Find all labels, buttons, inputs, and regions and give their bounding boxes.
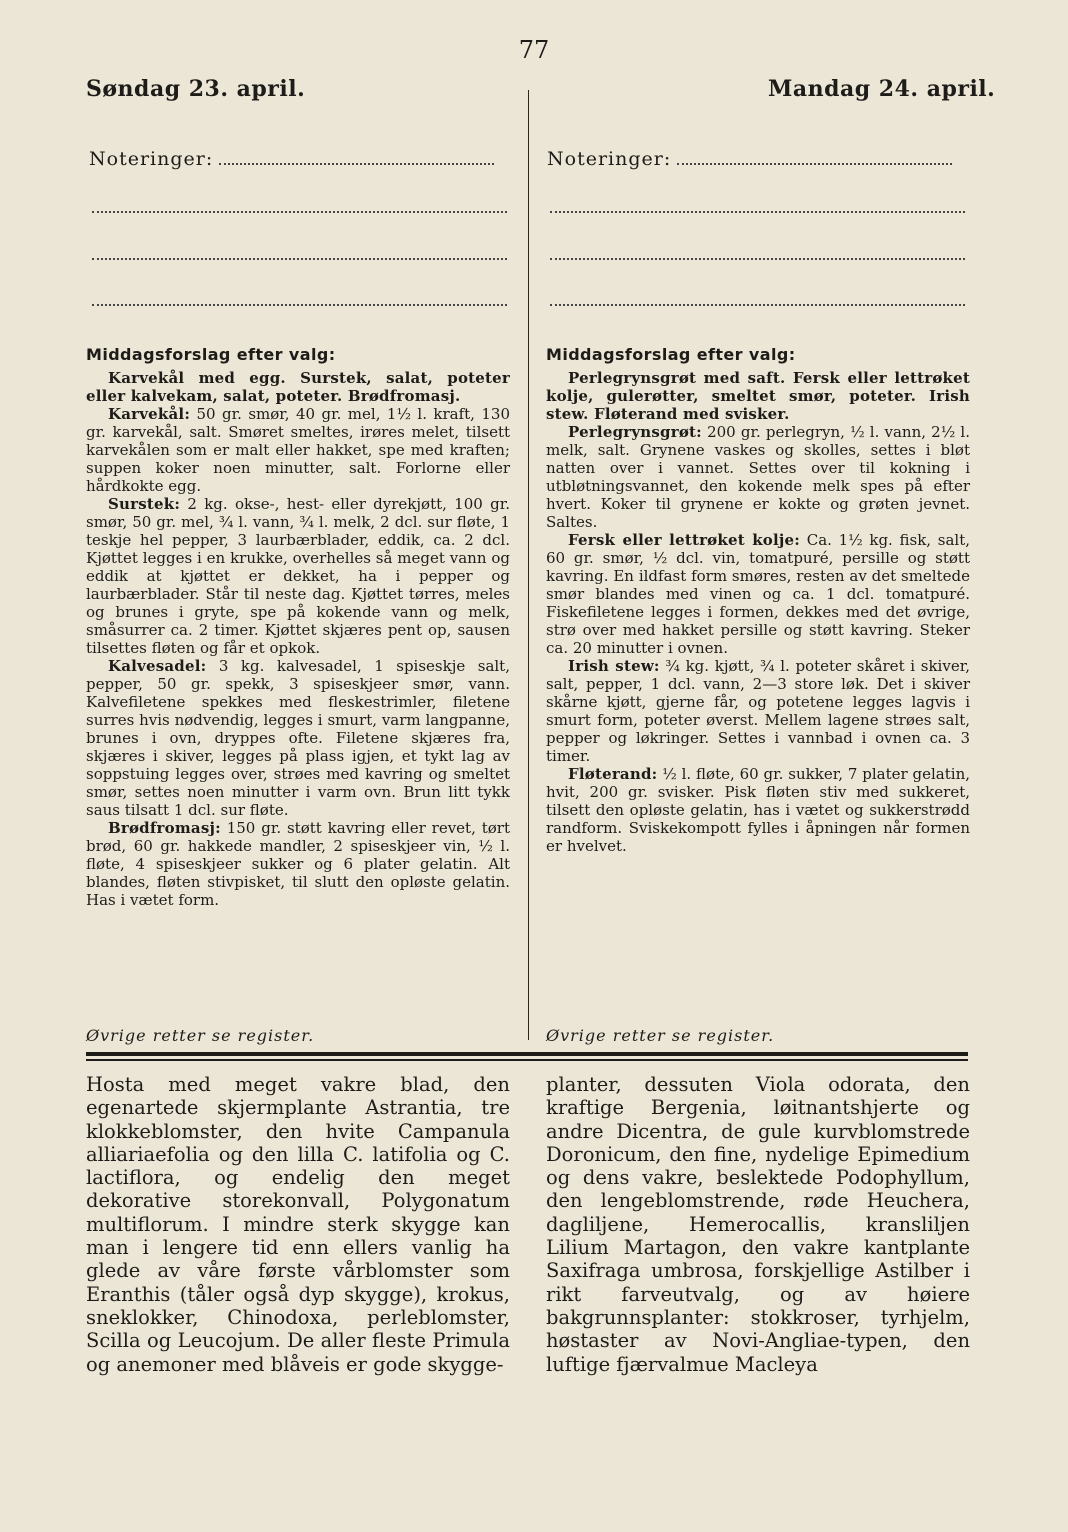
recipe-name: Fløterand: bbox=[568, 765, 658, 783]
recipe-name: Brødfromasj: bbox=[108, 819, 221, 837]
right-day-title: Mandag 24. april. bbox=[768, 76, 996, 102]
right-menu: Perlegrynsgrøt med saft. Fersk eller lettrøket kolje, gulerøtter, smeltet smør, poteter. Irish stew. Fløterand med svisker. bbox=[546, 369, 970, 423]
left-notes-line-3 bbox=[92, 304, 507, 306]
left-recipe-2 bbox=[86, 495, 510, 657]
recipe-text: ½ l. fløte, 60 gr. sukker, 7 plater gelatin, hvit, 200 gr. svisker. Pisk fløten stiv med sukkeret, tilsett den opløste gelatin, has i vætet og sukkerstrødd randform. Sviskekompott fylles i åpningen når formen er hvelvet. bbox=[546, 765, 970, 855]
left-menu: Karvekål med egg. Surstek, salat, poteter eller kalvekam, salat, poteter. Brødfromasj. bbox=[86, 369, 510, 405]
column-divider bbox=[528, 90, 529, 1040]
essay-right-text: planter, dessuten Viola odorata, den kraftige Bergenia, løitnantshjerte og andre Dicentra, de gule kurvblomstrede Doronicum, den fine, nydelige Epimedium og dens vakre, beslektede Podophyllum, den lengeblomstrende, røde Heuchera, dagliljene, Hemerocallis, kransliljen Lilium Martagon, den vakre kantplante Saxifraga umbrosa, forskjellige Astilber i rikt farveutvalg, og av høiere bakgrunnsplanter: stokkroser, tyrhjelm, høstaster av Novi-Angliae-typen, den luftige fjærvalmue Macleya bbox=[546, 1073, 970, 1376]
right-notes-line-1 bbox=[550, 211, 965, 213]
left-notes-line-1 bbox=[92, 211, 507, 213]
recipe-name: Irish stew: bbox=[568, 657, 660, 675]
recipe-text: 200 gr. perlegryn, ½ l. vann, 2½ l. melk, salt. Grynene vaskes og skolles, settes i bløt natten over i vannet. Settes over til kokning i utbløtningsvannet, den kokende melk spes på efter hvert. Koker til grynene er kokte og grøten jevnet. Saltes. bbox=[546, 423, 970, 531]
separator-rule-thick bbox=[86, 1052, 968, 1056]
page-number: 77 bbox=[518, 36, 550, 64]
recipe-name: Fersk eller lettrøket kolje: bbox=[568, 531, 801, 549]
recipe-name: Perlegrynsgrøt: bbox=[568, 423, 702, 441]
left-suggestions-heading: Middagsforslag efter valg: bbox=[86, 345, 336, 364]
right-recipe-4 bbox=[546, 765, 970, 855]
recipe-name: Kalvesadel: bbox=[108, 657, 207, 675]
essay-left-text: Hosta med meget vakre blad, den egenartede skjermplante Astrantia, tre klokkeblomster, den hvite Campanula alliariaefolia og den lilla C. latifolia og C. lactiflora, og endelig den meget dekorative storekonvall, Polygonatum multiflorum. I mindre sterk skygge kan man i lengere tid enn ellers vanlig ha glede av våre første vårblomster som Eranthis (tåler også dyp skygge), krokus, sneklokker, Chinodoxa, perleblomster, Scilla og Leucojum. De aller fleste Primula og anemoner med blåveis er gode skygge- bbox=[86, 1073, 510, 1376]
recipe-text: 2 kg. okse-, hest- eller dyrekjøtt, 100 gr. smør, 50 gr. mel, ¾ l. vann, ¾ l. melk, 2 dcl. sur fløte, 1 teskje hel pepper, 3 laurbærblader, eddik, ca. 2 dcl. Kjøttet legges i en krukke, overhelles så meget vann og eddik at kjøttet er dekket, ha i pepper og laurbærblader. Står til neste dag. Kjøttet tørres, meles og brunes i gryte, spe på kokende vann og melk, småsurrer ca. 2 timer. Kjøttet skjæres pent op, sausen tilsettes fløten og får et opkok. bbox=[86, 495, 510, 657]
separator-rule-thin bbox=[86, 1059, 968, 1061]
left-notes-dotline bbox=[219, 163, 494, 165]
right-recipe-1 bbox=[546, 423, 970, 531]
recipe-name: Karvekål: bbox=[108, 405, 191, 423]
left-notes-label bbox=[89, 148, 494, 170]
left-recipe-1 bbox=[86, 405, 510, 495]
recipe-text: ¾ kg. kjøtt, ¾ l. poteter skåret i skiver, salt, pepper, 1 dcl. vann, 2—3 store løk. Det i skiver skårne kjøtt, gjerne får, og potetene legges lagvis i smurt form, poteter øverst. Mellem lagene strøes salt, pepper og løkringer. Settes i vannbad i ovnen ca. 3 timer. bbox=[546, 657, 970, 765]
left-notes-label-text: Noteringer: bbox=[89, 148, 214, 170]
left-day-title: Søndag 23. april. bbox=[86, 76, 306, 102]
right-notes-label bbox=[547, 148, 952, 170]
right-notes-line-3 bbox=[550, 304, 965, 306]
left-notes-line-2 bbox=[92, 258, 507, 260]
recipe-text: 150 gr. støtt kavring eller revet, tørt brød, 60 gr. hakkede mandler, 2 spiseskjeer vin, ½ l. fløte, 4 spiseskjeer sukker og 6 plater gelatin. Alt blandes, fløten stivpisket, til slutt den opløste gelatin. Has i vætet form. bbox=[86, 819, 510, 909]
recipe-text: 50 gr. smør, 40 gr. mel, 1½ l. kraft, 130 gr. karvekål, salt. Smøret smeltes, irøres melet, tilsett karvekålen som er malt eller hakket, spe med kraften; suppen koker noen minutter, salt. Forlorne eller hårdkokte egg. bbox=[86, 405, 510, 495]
right-suggestions-heading: Middagsforslag efter valg: bbox=[546, 345, 796, 364]
recipe-name: Surstek: bbox=[108, 495, 181, 513]
right-recipe-2 bbox=[546, 531, 970, 657]
right-notes-dotline bbox=[677, 163, 952, 165]
essay-left-column bbox=[86, 1073, 510, 1376]
recipe-text: 3 kg. kalvesadel, 1 spiseskje salt, pepper, 50 gr. spekk, 3 spiseskjeer smør, vann. Kalvefiletene spekkes med fleskestrimler, filetene surres hvis nødvendig, legges i smurt, varm langpanne, brunes i ovn, dryppes ofte. Filetene skjæres fra, skjæres i skiver, legges på plass igjen, et tykt lag av soppstuing legges over, strøes med kavring og smeltet smør, settes noen minutter i varm ovn. Brun litt tykk saus tilsatt 1 dcl. sur fløte. bbox=[86, 657, 510, 819]
right-notes-line-2 bbox=[550, 258, 965, 260]
recipe-text: Ca. 1½ kg. fisk, salt, 60 gr. smør, ½ dcl. vin, tomatpuré, persille og støtt kavring. En ildfast form smøres, resten av det smeltede smør blandes med vinen og ca. 1 dcl. tomatpuré. Fiskefiletene legges i formen, dekkes med det øvrige, strø over med hakket persille og støtt kavring. Steker ca. 20 minutter i ovnen. bbox=[546, 531, 970, 657]
left-recipe-3 bbox=[86, 657, 510, 819]
right-other-dishes: Øvrige retter se register. bbox=[546, 1026, 775, 1045]
left-other-dishes: Øvrige retter se register. bbox=[86, 1026, 315, 1045]
left-recipes bbox=[86, 369, 510, 909]
right-recipe-3 bbox=[546, 657, 970, 765]
essay-right-column bbox=[546, 1073, 970, 1376]
right-notes-label-text: Noteringer: bbox=[547, 148, 672, 170]
left-recipe-4 bbox=[86, 819, 510, 909]
right-recipes bbox=[546, 369, 970, 855]
